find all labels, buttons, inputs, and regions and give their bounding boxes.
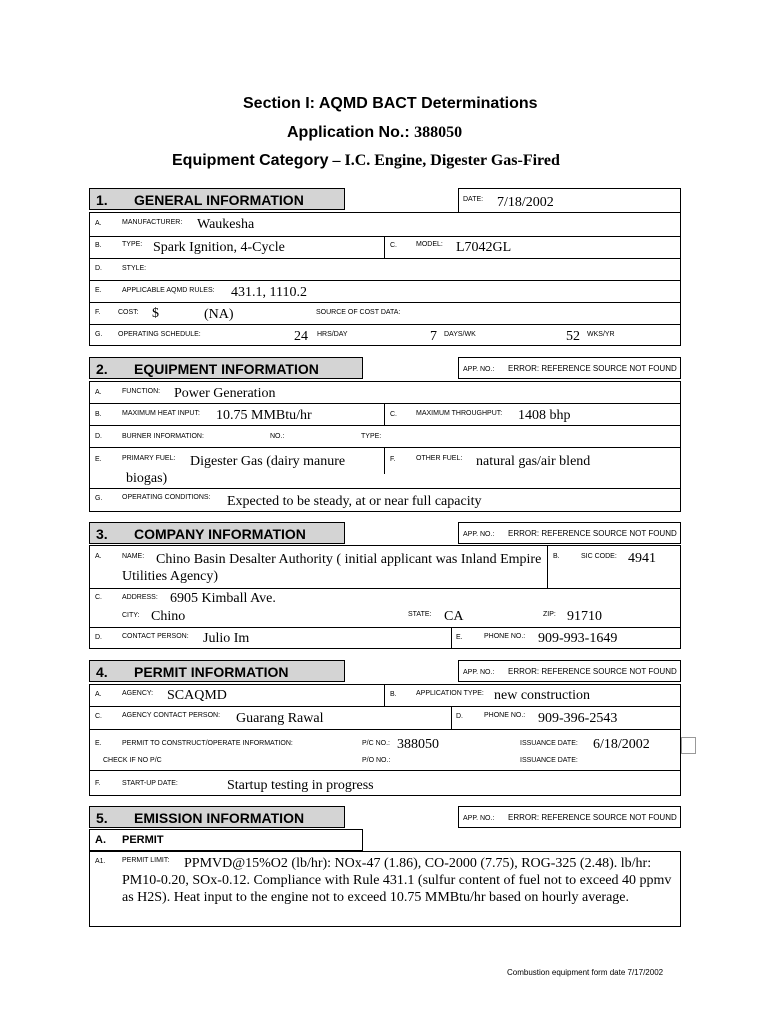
row-letter: F. (390, 456, 396, 463)
app-no-error: ERROR: REFERENCE SOURCE NOT FOUND (508, 667, 677, 676)
operating-conditions-label: OPERATING CONDITIONS: (122, 494, 211, 501)
row-letter: D. (95, 433, 102, 440)
other-fuel-value: natural gas/air blend (476, 454, 591, 469)
pc-number-label: P/C NO.: (362, 740, 391, 747)
company-name-value: Chino Basin Desalter Authority ( initial applicant was Inland Empire Utilities Agency) (122, 552, 542, 584)
cost-symbol: $ (152, 306, 159, 321)
max-heat-input-label: MAXIMUM HEAT INPUT: (122, 410, 200, 417)
section-title: EMISSION INFORMATION (134, 810, 305, 826)
equipment-category-label: Equipment Category (172, 152, 329, 169)
row-letter: E. (95, 287, 102, 294)
footer-note: Combustion equipment form date 7/17/2002 (507, 968, 664, 977)
row-letter: E. (95, 456, 102, 463)
zip-label: ZIP: (543, 611, 556, 618)
style-label: STYLE: (122, 265, 147, 272)
days-per-week-label: DAYS/WK (444, 331, 476, 338)
hours-per-day-label: HRS/DAY (317, 331, 348, 338)
sic-code-label: SIC CODE: (581, 553, 617, 560)
application-type-value: new construction (494, 688, 591, 703)
row-letter: G. (95, 331, 103, 338)
row-letter: D. (95, 265, 102, 272)
row-letter: A. (95, 691, 102, 698)
section-title: PERMIT INFORMATION (134, 664, 289, 680)
company-information-header (89, 522, 345, 544)
section-number: 5. (96, 810, 108, 826)
section-number: 4. (96, 664, 108, 680)
app-no-label: APP. NO.: (463, 531, 495, 538)
check-if-no-pc-checkbox[interactable] (681, 737, 696, 754)
row-letter: E. (95, 740, 102, 747)
general-information-table (89, 212, 681, 346)
row-letter: F. (95, 780, 101, 787)
equipment-category-value: I.C. Engine, Digester Gas-Fired (344, 152, 560, 169)
check-if-no-pc-label: CHECK IF NO P/C (103, 757, 162, 764)
section-title: GENERAL INFORMATION (134, 192, 304, 208)
agency-contact-value: Guarang Rawal (236, 711, 324, 726)
section-number: 1. (96, 192, 108, 208)
row-letter: C. (390, 242, 397, 249)
application-number: 388050 (414, 124, 463, 141)
max-heat-input-value: 10.75 MMBtu/hr (216, 408, 312, 423)
row-letter: C. (390, 411, 397, 418)
weeks-per-year-label: WKS/YR (587, 331, 615, 338)
contact-person-label: CONTACT PERSON: (122, 633, 189, 640)
section-title: EQUIPMENT INFORMATION (134, 361, 319, 377)
function-label: FUNCTION: (122, 388, 161, 395)
manufacturer-value: Waukesha (197, 217, 255, 232)
app-no-label: APP. NO.: (463, 815, 495, 822)
zip-value: 91710 (567, 609, 602, 624)
operating-conditions-value: Expected to be steady, at or near full capacity (227, 494, 482, 509)
general-information-header (89, 188, 345, 210)
category-dash: – (328, 152, 345, 169)
row-letter: E. (456, 634, 463, 641)
sic-code-value: 4941 (628, 551, 656, 566)
state-value: CA (444, 609, 464, 624)
issuance-date-2-label: ISSUANCE DATE: (520, 757, 578, 764)
equipment-information-header (89, 357, 363, 379)
pc-number-value: 388050 (397, 737, 439, 752)
row-letter: G. (95, 495, 103, 502)
app-no-label: APP. NO.: (463, 669, 495, 676)
date-value: 7/18/2002 (497, 195, 554, 210)
issuance-date-label: ISSUANCE DATE: (520, 740, 578, 747)
row-letter: A. (95, 834, 106, 846)
po-number-label: P/O NO.: (362, 757, 391, 764)
permit-subheader: PERMIT (122, 834, 164, 846)
application-type-label: APPLICATION TYPE: (416, 690, 484, 697)
function-value: Power Generation (174, 386, 276, 401)
start-up-date-value: Startup testing in progress (227, 778, 374, 793)
row-letter: A. (95, 220, 102, 227)
cost-source-label: SOURCE OF COST DATA: (316, 309, 401, 316)
days-per-week: 7 (430, 329, 437, 344)
city-value: Chino (151, 609, 186, 624)
start-up-date-label: START-UP DATE: (122, 780, 178, 787)
row-letter: A. (95, 553, 102, 560)
emission-information-header (89, 806, 345, 828)
model-label: MODEL: (416, 241, 443, 248)
section-title: COMPANY INFORMATION (134, 526, 306, 542)
row-letter: A. (95, 389, 102, 396)
permit-limit-value: PPMVD@15%O2 (lb/hr): NOx-47 (1.86), CO-2000 (7.75), ROG-325 (2.48). lb/hr: PM10-0.20, SOx-0.12. Compliance with Rule 431.1 (sulfur content of fuel not to exceed 40 ppmv as H2S). Heat input to the engine not to exceed 10.75 MMBtu/hr based on hourly average. (122, 856, 672, 905)
address-label: ADDRESS: (122, 594, 158, 601)
type-label: TYPE: (122, 241, 143, 248)
row-letter: B. (95, 242, 102, 249)
permit-limit-label: PERMIT LIMIT: (122, 857, 170, 864)
issuance-date-value: 6/18/2002 (593, 737, 650, 752)
address-value: 6905 Kimball Ave. (170, 591, 276, 606)
phone-value: 909-993-1649 (538, 631, 618, 646)
max-throughput-label: MAXIMUM THROUGHPUT: (416, 410, 503, 417)
permit-information-header (89, 660, 345, 682)
max-throughput-value: 1408 bhp (518, 408, 571, 423)
state-label: STATE: (408, 611, 432, 618)
application-label: Application No.: (287, 124, 410, 141)
rules-value: 431.1, 1110.2 (231, 285, 307, 300)
date-box (458, 188, 681, 213)
weeks-per-year: 52 (566, 329, 580, 344)
row-letter: B. (95, 411, 102, 418)
hours-per-day: 24 (294, 329, 308, 344)
row-letter: F. (95, 309, 101, 316)
row-letter: C. (95, 594, 102, 601)
page-title: Section I: AQMD BACT Determinations (243, 95, 538, 112)
type-value: Spark Ignition, 4-Cycle (153, 240, 285, 255)
app-no-error: ERROR: REFERENCE SOURCE NOT FOUND (508, 813, 677, 822)
equipment-category-line (172, 152, 560, 170)
agency-contact-label: AGENCY CONTACT PERSON: (122, 712, 221, 719)
row-letter: D. (456, 713, 463, 720)
row-letter: B. (390, 691, 397, 698)
cost-label: COST: (118, 309, 139, 316)
phone-label: PHONE NO.: (484, 633, 526, 640)
primary-fuel-label: PRIMARY FUEL: (122, 455, 176, 462)
burner-information-label: BURNER INFORMATION: (122, 433, 204, 440)
burner-number-label: NO.: (270, 433, 285, 440)
primary-fuel-value-line1: Digester Gas (dairy manure (190, 454, 346, 469)
row-letter: D. (95, 634, 102, 641)
rules-label: APPLICABLE AQMD RULES: (122, 287, 215, 294)
row-letter: B. (553, 553, 560, 560)
agency-value: SCAQMD (167, 688, 227, 703)
row-letter: C. (95, 713, 102, 720)
model-value: L7042GL (456, 240, 512, 255)
manufacturer-label: MANUFACTURER: (122, 219, 183, 226)
schedule-label: OPERATING SCHEDULE: (118, 331, 201, 338)
permit-to-construct-label: PERMIT TO CONSTRUCT/OPERATE INFORMATION: (122, 740, 293, 747)
primary-fuel-value-line2: biogas) (126, 471, 168, 486)
agency-label: AGENCY: (122, 690, 154, 697)
section-number: 3. (96, 526, 108, 542)
section-number: 2. (96, 361, 108, 377)
cost-value: (NA) (204, 307, 234, 322)
city-label: CITY: (122, 612, 140, 619)
contact-person-value: Julio Im (203, 631, 250, 646)
date-label: DATE: (463, 196, 484, 203)
row-letter: A1. (95, 858, 106, 865)
burner-type-label: TYPE: (361, 433, 382, 440)
app-no-error: ERROR: REFERENCE SOURCE NOT FOUND (508, 529, 677, 538)
phone-value: 909-396-2543 (538, 711, 618, 726)
application-number-line (287, 124, 462, 142)
app-no-error: ERROR: REFERENCE SOURCE NOT FOUND (508, 364, 677, 373)
company-name-label: NAME: (122, 553, 145, 560)
phone-label: PHONE NO.: (484, 712, 526, 719)
other-fuel-label: OTHER FUEL: (416, 455, 463, 462)
app-no-label: APP. NO.: (463, 366, 495, 373)
